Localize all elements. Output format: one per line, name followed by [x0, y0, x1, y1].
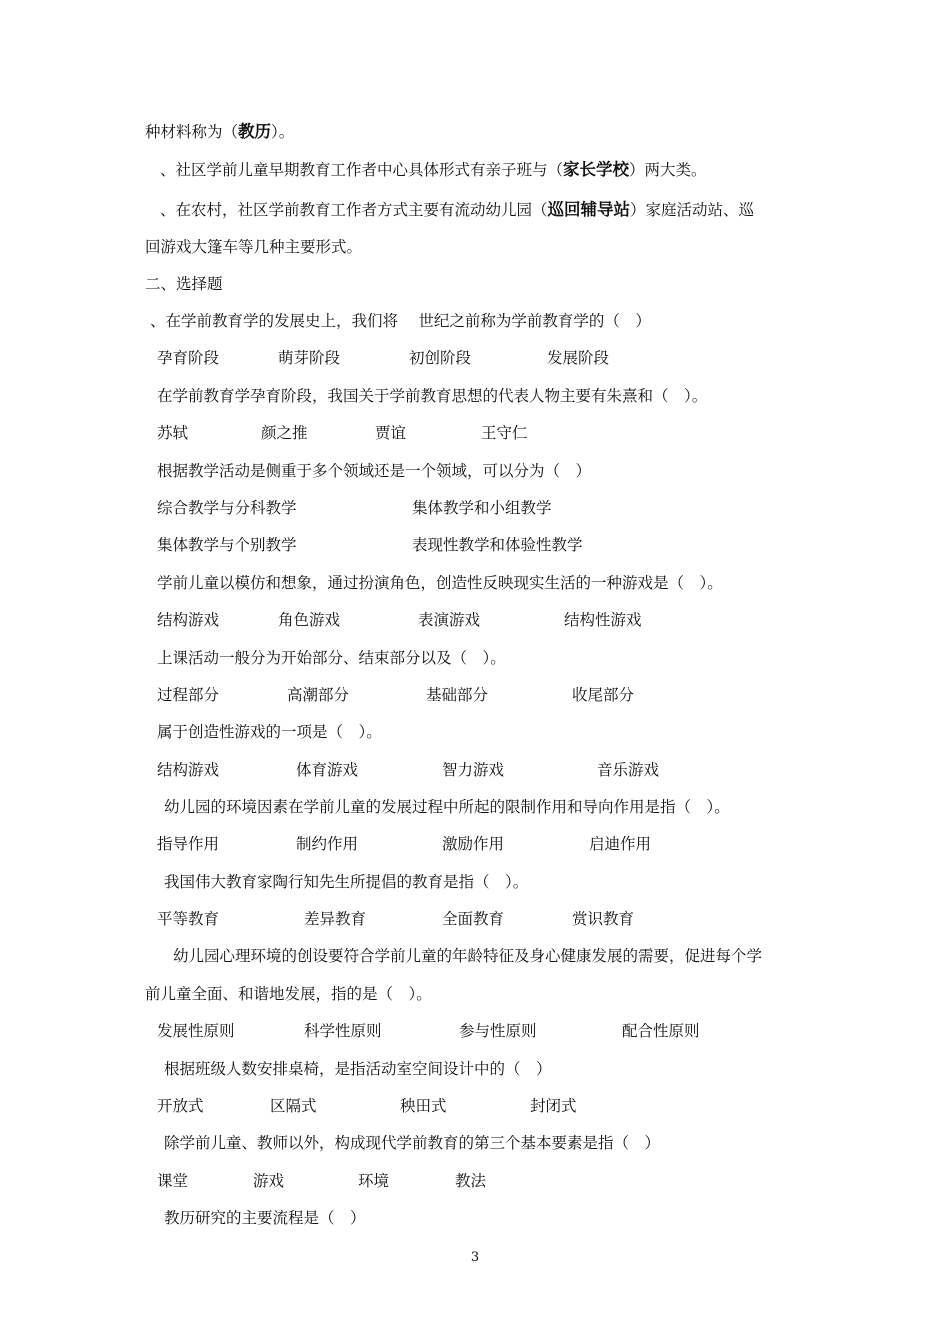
question-stem: 除学前儿童、教师以外，构成现代学前教育的第三个基本要素是指（ ） [164, 1134, 661, 1152]
option: 环境 [358, 1172, 390, 1190]
text: ）。 [271, 123, 295, 141]
option: 结构性游戏 [564, 611, 642, 629]
fill-in-line-cont: 回游戏大篷车等几种主要形式。 [145, 238, 363, 256]
question-stem: 教历研究的主要流程是（ ） [164, 1209, 366, 1227]
option: 音乐游戏 [597, 761, 660, 779]
option: 教法 [455, 1172, 487, 1190]
option: 启迪作用 [589, 835, 652, 853]
question-stem: 属于创造性游戏的一项是（ ）。 [157, 723, 382, 741]
option: 收尾部分 [572, 686, 635, 704]
option: 体育游戏 [296, 761, 359, 779]
fill-in-line [145, 122, 294, 142]
option: 赏识教育 [572, 910, 635, 928]
option: 角色游戏 [278, 611, 341, 629]
option: 高潮部分 [287, 686, 350, 704]
option: 王守仁 [481, 424, 528, 442]
option: 全面教育 [442, 910, 505, 928]
option: 课堂 [157, 1172, 189, 1190]
option: 集体教学与个别教学 [157, 536, 297, 554]
option: 过程部分 [157, 686, 220, 704]
option: 集体教学和小组教学 [412, 499, 552, 517]
option: 发展阶段 [547, 349, 610, 367]
option: 基础部分 [426, 686, 489, 704]
question-stem: 我国伟大教育家陶行知先生所提倡的教育是指（ ）。 [164, 873, 529, 891]
answer: 教历 [238, 122, 272, 141]
question-stem: 幼儿园的环境因素在学前儿童的发展过程中所起的限制作用和导向作用是指（ ）。 [164, 798, 730, 816]
question-stem: 、在学前教育学的发展史上，我们将 世纪之前称为学前教育学的（ ） [150, 312, 651, 330]
option: 发展性原则 [157, 1022, 235, 1040]
option: 区隔式 [270, 1097, 317, 1115]
fill-in-line [160, 160, 707, 180]
page-number: 3 [470, 1250, 480, 1265]
answer: 家长学校 [563, 160, 630, 179]
text: 、在农村，社区学前教育工作者方式主要有流动幼儿园（ [160, 201, 548, 219]
question-stem: 幼儿园心理环境的创设要符合学前儿童的年龄特征及身心健康发展的需要，促进每个学 [173, 947, 763, 965]
option: 结构游戏 [157, 611, 220, 629]
option: 平等教育 [157, 910, 220, 928]
question-stem: 根据班级人数安排桌椅，是指活动室空间设计中的（ ） [164, 1060, 552, 1078]
option: 封闭式 [530, 1097, 577, 1115]
option: 孕育阶段 [157, 349, 220, 367]
text: 、社区学前儿童早期教育工作者中心具体形式有亲子班与（ [160, 161, 564, 179]
question-stem: 在学前教育学孕育阶段，我国关于学前教育思想的代表人物主要有朱熹和（ ）。 [157, 387, 708, 405]
option: 表现性教学和体验性教学 [412, 536, 583, 554]
question-stem: 根据教学活动是侧重于多个领域还是一个领域，可以分为（ ） [157, 462, 592, 480]
option: 游戏 [253, 1172, 285, 1190]
question-stem-cont: 前儿童全面、和谐地发展，指的是（ ）。 [145, 985, 432, 1003]
fill-in-line [160, 200, 754, 220]
text: 种材料称为（ [145, 123, 239, 141]
answer: 巡回辅导站 [547, 200, 631, 219]
option: 智力游戏 [442, 761, 505, 779]
question-stem: 上课活动一般分为开始部分、结束部分以及（ ）。 [157, 649, 506, 667]
option: 萌芽阶段 [278, 349, 341, 367]
option: 开放式 [157, 1097, 204, 1115]
option: 配合性原则 [622, 1022, 700, 1040]
option: 表演游戏 [418, 611, 481, 629]
text: ）家庭活动站、巡 [630, 201, 755, 219]
option: 激励作用 [442, 835, 505, 853]
option: 苏轼 [157, 424, 189, 442]
option: 结构游戏 [157, 761, 220, 779]
section-title: 二、选择题 [145, 275, 223, 293]
option: 指导作用 [157, 835, 220, 853]
option: 科学性原则 [304, 1022, 382, 1040]
option: 秧田式 [400, 1097, 447, 1115]
option: 综合教学与分科教学 [157, 499, 297, 517]
option: 颜之推 [261, 424, 308, 442]
option: 贾谊 [375, 424, 407, 442]
question-stem: 学前儿童以模仿和想象，通过扮演角色，创造性反映现实生活的一种游戏是（ ）。 [157, 574, 723, 592]
text: ）两大类。 [629, 161, 707, 179]
option: 制约作用 [296, 835, 359, 853]
option: 差异教育 [304, 910, 367, 928]
option: 参与性原则 [459, 1022, 537, 1040]
option: 初创阶段 [409, 349, 472, 367]
